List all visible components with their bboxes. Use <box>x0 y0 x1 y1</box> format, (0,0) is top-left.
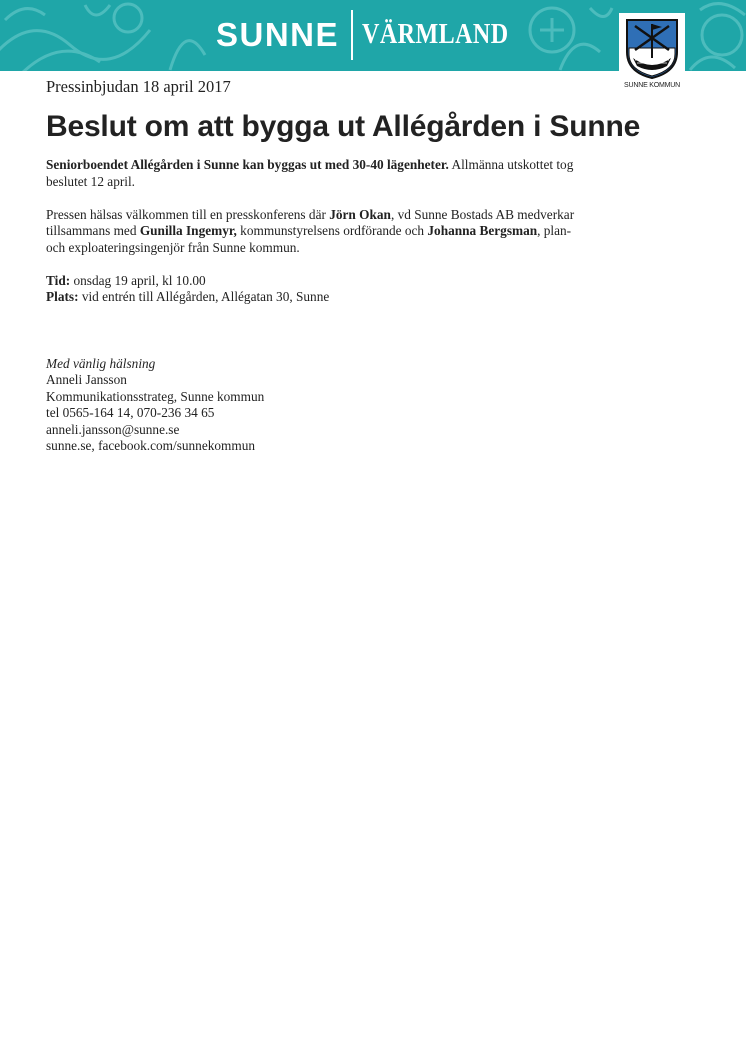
press-release-body <box>46 157 606 455</box>
place-line <box>46 289 606 306</box>
invite-text-2: , vd Sunne Bostads AB medverkar <box>390 206 575 222</box>
signature-block <box>46 356 606 455</box>
coat-of-arms-logo <box>619 13 685 94</box>
lead-bold: Seniorboendet Allégården i Sunne kan byggas ut med 30-40 lägenheter. <box>46 157 449 172</box>
dateline: Pressinbjudan 18 april 2017 <box>46 77 231 96</box>
lead-line-2: beslutet 12 april. <box>46 173 135 189</box>
brand-wordmark <box>216 12 532 58</box>
signature-email[interactable]: anneli.jansson@sunne.se <box>46 421 180 437</box>
invite-text-5: , plan- <box>537 223 572 238</box>
signature-name: Anneli Jansson <box>46 372 127 387</box>
time-label: Tid: <box>46 272 71 288</box>
signature-role: Kommunikationsstrateg, Sunne kommun <box>46 388 265 404</box>
place-label: Plats: <box>46 289 79 304</box>
place-value: vid entrén till Allégården, Allégatan 30, Sunne <box>78 289 330 304</box>
signature-phone: tel 0565-164 14, 070-236 34 65 <box>46 405 215 420</box>
page-title: Beslut om att bygga ut Allégården i Sunne <box>46 110 641 143</box>
invite-line-3: och exploateringsingenjör från Sunne kommun. <box>46 239 300 255</box>
time-line <box>46 273 606 290</box>
lead-line-1 <box>46 157 606 174</box>
invite-line-1 <box>46 207 606 224</box>
lead-paragraph <box>46 157 606 190</box>
invite-name-gunilla: Gunilla Ingemyr, <box>139 223 237 238</box>
invite-line-2 <box>46 223 606 240</box>
lead-text-1: Allmänna utskottet tog <box>448 157 574 172</box>
invite-text-4: kommunstyrelsens ordförande och <box>236 223 428 238</box>
invite-name-johanna: Johanna Bergsman <box>427 223 538 238</box>
invite-text-3: tillsammans med <box>46 223 140 238</box>
invite-text-1: Pressen hälsas välkommen till en presskonferens där <box>46 206 330 222</box>
invite-paragraph <box>46 207 606 257</box>
coat-of-arms-caption: SUNNE KOMMUN <box>624 82 680 89</box>
signature-greeting: Med vänlig hälsning <box>46 355 156 371</box>
invite-name-jorn: Jörn Okan <box>329 206 391 222</box>
time-value: onsdag 19 april, kl 10.00 <box>70 272 206 288</box>
brand-varmland: VÄRMLAND <box>362 19 509 50</box>
brand-divider <box>351 10 353 60</box>
brand-sunne: SUNNE <box>216 16 340 53</box>
signature-web[interactable]: sunne.se, facebook.com/sunnekommun <box>46 438 256 453</box>
coat-of-arms-icon <box>625 18 679 80</box>
details-paragraph <box>46 273 606 306</box>
